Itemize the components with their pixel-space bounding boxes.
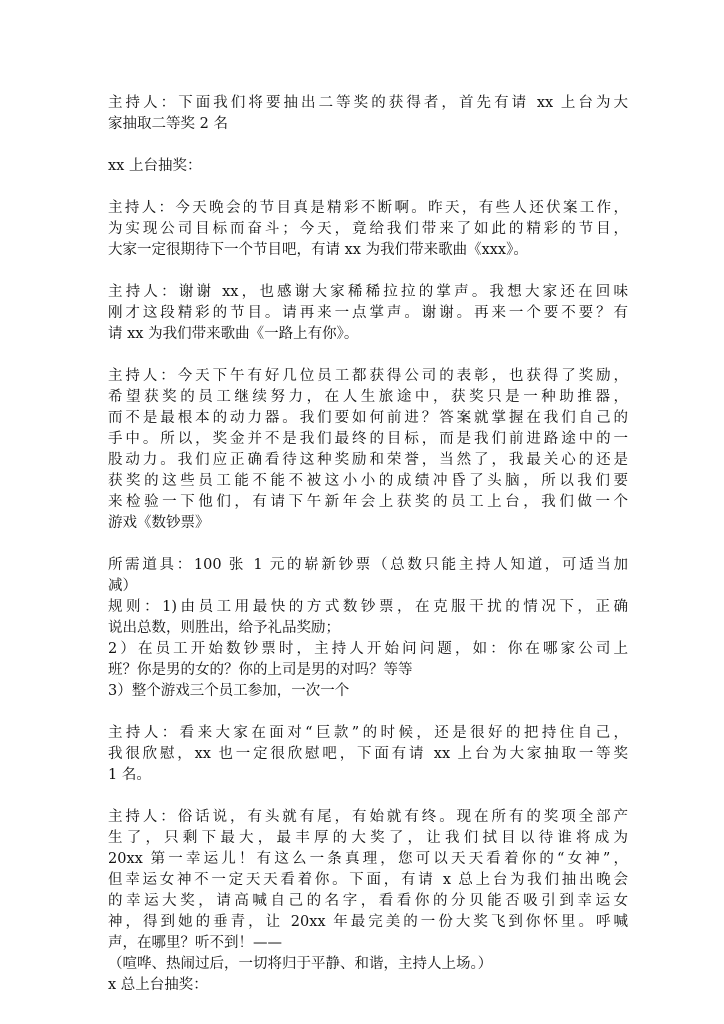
text-line: 主持人：今天晚会的节目真是精彩不断啊。昨天，有些人还伏案工作，: [108, 200, 628, 216]
text-line: 主持人：今天下午有好几位员工都获得公司的表彰，也获得了奖励，: [108, 368, 628, 384]
text-line: 1 名。: [108, 767, 151, 783]
paragraph-first-prize: [108, 723, 628, 786]
paragraph-gap: [108, 786, 628, 807]
text-line: 我很欣慰，xx 也一定很欣慰吧，下面有请 xx 上台为大家抽取一等奖: [108, 746, 628, 762]
paragraph-award-game: [108, 366, 628, 534]
paragraph-song-xxx: [108, 198, 628, 261]
text-line: 但幸运女神不一定天天看着你。下面，有请 x 总上台为我们抽出晚会: [108, 872, 628, 888]
text-line: 游戏《数钞票》: [108, 515, 210, 531]
text-line: 请 xx 为我们带来歌曲《一路上有你》。: [108, 326, 359, 342]
text-line: 说出总数，则胜出，给予礼品奖励；: [108, 620, 340, 636]
text-line: 来检验一下他们，有请下午新年会上获奖的员工上台，我们做一个: [108, 494, 628, 510]
paragraph-gap: [108, 135, 628, 156]
text-line: 生了，只剩下最大，最丰厚的大奖了，让我们拭目以待谁将成为: [108, 830, 628, 846]
paragraph-gap: [108, 534, 628, 555]
paragraph-gap: [108, 177, 628, 198]
text-line: x 总上台抽奖：: [108, 977, 208, 993]
text-line: 而不是最根本的动力器。我们要如何前进？答案就掌握在我们自己的: [108, 410, 628, 426]
text-line: 大家一定很期待下一个节目吧，有请 xx 为我们带来歌曲《xxx》。: [108, 242, 528, 258]
text-line: 神，得到她的垂青，让 20xx 年最完美的一份大奖飞到你怀里。呼喊: [108, 914, 628, 930]
text-line: 获奖的这些员工能不能不被这小小的成绩冲昏了头脑，所以我们要: [108, 473, 628, 489]
text-line: xx 上台抽奖：: [108, 158, 202, 174]
text-line: 规则：1)由员工用最快的方式数钞票，在克服干扰的情况下，正确: [108, 599, 628, 615]
text-line: 减）: [108, 578, 137, 594]
text-line: 家抽取二等奖 2 名: [108, 116, 228, 132]
text-line: 希望获奖的员工继续努力，在人生旅途中，获奖只是一种助推器，: [108, 389, 628, 405]
text-line: 声，在哪里？听不到！——: [108, 935, 282, 951]
text-line: 主持人：俗话说，有头就有尾，有始就有终。现在所有的奖项全部产: [108, 809, 628, 825]
paragraph-game-rules: [108, 555, 628, 702]
text-line: 主持人：看来大家在面对“巨款”的时候，还是很好的把持住自己，: [108, 725, 628, 741]
text-line: 主持人：谢谢 xx，也感谢大家稀稀拉拉的掌声。我想大家还在回味: [108, 284, 628, 300]
paragraph-second-prize-intro: [108, 93, 628, 135]
text-line: 股动力。我们应正确看待这种奖励和荣誉，当然了，我最关心的还是: [108, 452, 628, 468]
text-line: 为实现公司目标而奋斗；今天，竟给我们带来了如此的精彩的节目，: [108, 221, 628, 237]
text-line: 3）整个游戏三个员工参加，一次一个: [108, 683, 350, 699]
text-line: 所需道具：100 张 1 元的崭新钞票（总数只能主持人知道，可适当加: [108, 557, 628, 573]
text-line: 20xx 第一幸运儿！有这么一条真理，您可以天天看着你的“女神”，: [108, 851, 628, 867]
text-line: 刚才这段精彩的节目。请再来一点掌声。谢谢。再来一个要不要？有: [108, 305, 628, 321]
text-line: 班？你是男的女的？你的上司是男的对吗？等等: [108, 662, 413, 678]
text-line: 主持人：下面我们将要抽出二等奖的获得者，首先有请 xx 上台为大: [108, 95, 628, 111]
text-line: 手中。所以，奖金并不是我们最终的目标，而是我们前进路途中的一: [108, 431, 628, 447]
document-body: [108, 93, 628, 996]
text-line: 2）在员工开始数钞票时，主持人开始问问题，如：你在哪家公司上: [108, 641, 628, 657]
text-line: （喧哗、热闹过后，一切将归于平静、和谐，主持人上场。）: [108, 956, 493, 972]
paragraph-gap: [108, 261, 628, 282]
paragraph-song-road: [108, 282, 628, 345]
paragraph-xx-draw: [108, 156, 628, 177]
text-line: 的幸运大奖，请高喊自己的名字，看看你的分贝能否吸引到幸运女: [108, 893, 628, 909]
paragraph-gap: [108, 345, 628, 366]
paragraph-gap: [108, 702, 628, 723]
paragraph-grand-prize: [108, 807, 628, 996]
